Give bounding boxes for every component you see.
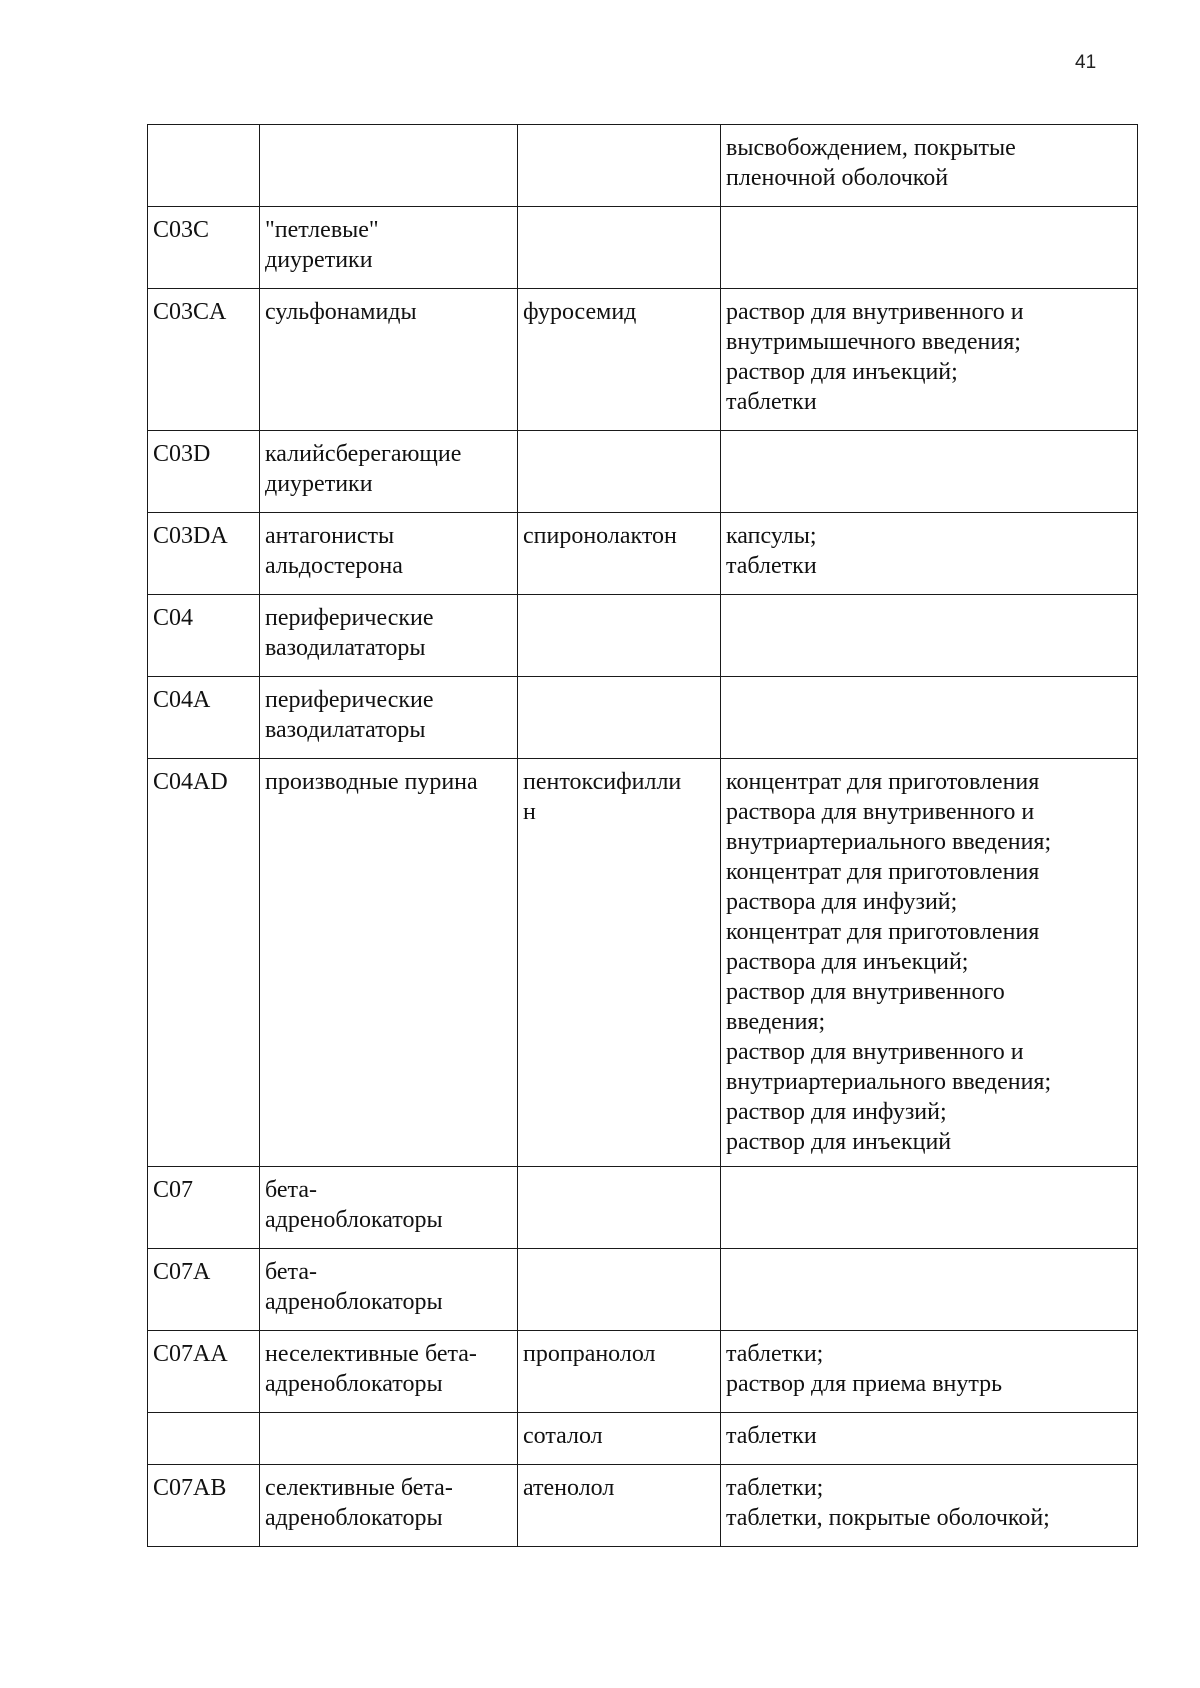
dosage-form-cell: концентрат для приготовления раствора для внутривенного и внутриартериального введения; концентрат для приготовления раствора для инфузий; концентрат для приготовления раствора для инъекций; раствор для внутривенного введения; раствор для внутривенного и внутриартериального введения; раствор для инфузий; раствор для инъекций xyxy=(721,759,1138,1167)
drug-name-cell: пропранолол xyxy=(518,1331,721,1413)
group-name-cell: периферические вазодилататоры xyxy=(260,677,518,759)
dosage-form-cell: таблетки xyxy=(721,1413,1138,1465)
drug-name-cell xyxy=(518,1167,721,1249)
dosage-form-cell: таблетки; раствор для приема внутрь xyxy=(721,1331,1138,1413)
dosage-form-cell: высвобождением, покрытые пленочной оболочкой xyxy=(721,125,1138,207)
drug-name-cell xyxy=(518,125,721,207)
atc-code-cell: C07AA xyxy=(148,1331,260,1413)
atc-code-cell: C03D xyxy=(148,431,260,513)
table-row xyxy=(148,289,1138,431)
drug-name-cell xyxy=(518,431,721,513)
table-row xyxy=(148,759,1138,1167)
drug-name-cell xyxy=(518,595,721,677)
table-row xyxy=(148,513,1138,595)
table-row xyxy=(148,677,1138,759)
atc-code-cell: C04A xyxy=(148,677,260,759)
atc-code-cell xyxy=(148,125,260,207)
dosage-form-cell xyxy=(721,1249,1138,1331)
table-row xyxy=(148,125,1138,207)
page-number: 41 xyxy=(1075,52,1097,73)
group-name-cell: бета- адреноблокаторы xyxy=(260,1167,518,1249)
table-row xyxy=(148,1413,1138,1465)
drug-name-cell: спиронолактон xyxy=(518,513,721,595)
group-name-cell xyxy=(260,1413,518,1465)
group-name-cell: бета- адреноблокаторы xyxy=(260,1249,518,1331)
group-name-cell: производные пурина xyxy=(260,759,518,1167)
table-row xyxy=(148,1465,1138,1547)
table-row xyxy=(148,1331,1138,1413)
group-name-cell: неселективные бета- адреноблокаторы xyxy=(260,1331,518,1413)
group-name-cell: "петлевые" диуретики xyxy=(260,207,518,289)
table-row xyxy=(148,595,1138,677)
atc-code-cell: C07 xyxy=(148,1167,260,1249)
atc-code-cell xyxy=(148,1413,260,1465)
atc-code-cell: C07A xyxy=(148,1249,260,1331)
dosage-form-cell xyxy=(721,431,1138,513)
dosage-form-cell: капсулы; таблетки xyxy=(721,513,1138,595)
atc-code-cell: C03DA xyxy=(148,513,260,595)
drug-table xyxy=(147,124,1138,1547)
atc-code-cell: C07AB xyxy=(148,1465,260,1547)
drug-name-cell xyxy=(518,207,721,289)
drug-name-cell: атенолол xyxy=(518,1465,721,1547)
dosage-form-cell: раствор для внутривенного и внутримышечного введения; раствор для инъекций; таблетки xyxy=(721,289,1138,431)
table-row xyxy=(148,431,1138,513)
dosage-form-cell: таблетки; таблетки, покрытые оболочкой; xyxy=(721,1465,1138,1547)
drug-name-cell: пентоксифилли н xyxy=(518,759,721,1167)
group-name-cell: калийсберегающие диуретики xyxy=(260,431,518,513)
group-name-cell: периферические вазодилататоры xyxy=(260,595,518,677)
drug-name-cell xyxy=(518,1249,721,1331)
group-name-cell: селективные бета- адреноблокаторы xyxy=(260,1465,518,1547)
dosage-form-cell xyxy=(721,677,1138,759)
table-row xyxy=(148,1167,1138,1249)
group-name-cell: сульфонамиды xyxy=(260,289,518,431)
group-name-cell xyxy=(260,125,518,207)
table-row xyxy=(148,1249,1138,1331)
dosage-form-cell xyxy=(721,207,1138,289)
atc-code-cell: C04 xyxy=(148,595,260,677)
drug-name-cell xyxy=(518,677,721,759)
drug-name-cell: соталол xyxy=(518,1413,721,1465)
atc-code-cell: C03C xyxy=(148,207,260,289)
dosage-form-cell xyxy=(721,595,1138,677)
atc-code-cell: C03CA xyxy=(148,289,260,431)
drug-name-cell: фуросемид xyxy=(518,289,721,431)
table-row xyxy=(148,207,1138,289)
atc-code-cell: C04AD xyxy=(148,759,260,1167)
group-name-cell: антагонисты альдостерона xyxy=(260,513,518,595)
dosage-form-cell xyxy=(721,1167,1138,1249)
